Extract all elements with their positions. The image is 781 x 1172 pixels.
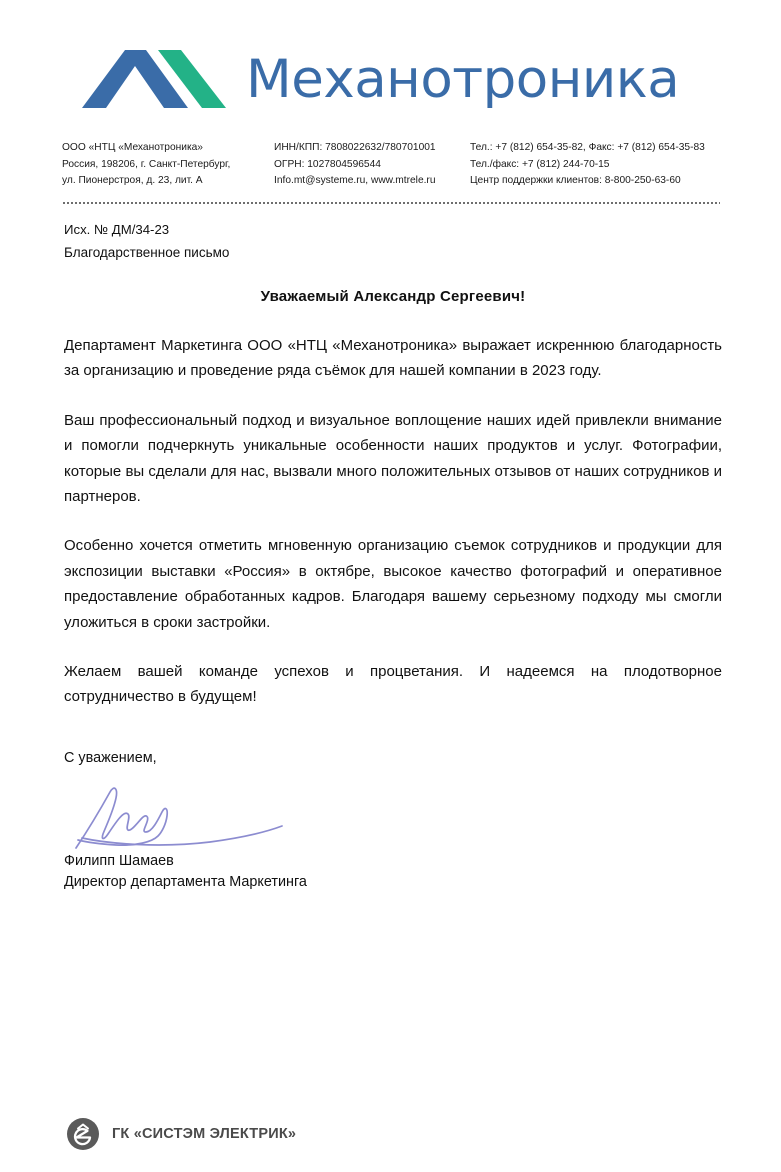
contact-line: Центр поддержки клиентов: 8-800-250-63-60 [470, 175, 681, 187]
contact-line: ИНН/КПП: 7808022632/780701001 [274, 142, 436, 153]
company-wordmark: Механотроника [246, 48, 680, 110]
signer-name: Филипп Шамаев [64, 853, 174, 869]
document-title: Благодарственное письмо [64, 245, 230, 260]
contact-line-email-web[interactable]: Info.mt@systeme.ru, www.mtrele.ru [274, 175, 436, 187]
letterhead [78, 44, 718, 114]
footer [66, 1117, 296, 1151]
handwritten-signature-icon [70, 786, 290, 852]
contact-column-company [62, 140, 274, 190]
contact-column-registration [274, 140, 470, 190]
contact-line: ОГРН: 1027804596544 [274, 158, 381, 170]
reference-number: Исх. № ДМ/34-23 [64, 222, 170, 237]
contact-line: Тел.: +7 (812) 654-35-82, Факс: +7 (812) 654-35-83 [470, 142, 705, 153]
signer-role: Директор департамента Маркетинга [64, 874, 307, 890]
body-paragraph: Ваш профессиональный подход и визуальное воплощение наших идей привлекли внимание и помогли подчеркнуть уникальные особенности наших продуктов и услуг. Фотографии, которые вы сделали для нас, вызвали много положительных отзывов от наших сотрудников и партнеров. [64, 411, 722, 506]
signer-block [64, 851, 307, 893]
letter-body [64, 288, 722, 710]
contact-line: Россия, 198206, г. Санкт-Петербург, [62, 158, 231, 170]
contact-line: Тел./факс: +7 (812) 244-70-15 [470, 158, 610, 170]
header-contact-band [62, 140, 722, 190]
contact-line: ООО «НТЦ «Механотроника» [62, 142, 203, 153]
mechanotronika-chevron-logo-icon [78, 48, 230, 110]
body-paragraph: Желаем вашей команде успехов и процветания. И надеемся на плодотворное сотрудничество в будущем! [64, 663, 722, 706]
contact-line: ул. Пионерстроя, д. 23, лит. А [62, 175, 203, 187]
body-paragraph: Департамент Маркетинга ООО «НТЦ «Механотроника» выражает искреннюю благодарность за организацию и проведение ряда съёмок для нашей компании в 2023 году. [64, 337, 722, 380]
contact-column-phones [470, 140, 722, 190]
salutation: Уважаемый Александр Сергеевич! [260, 288, 526, 305]
header-divider [62, 202, 720, 204]
closing-line: С уважением, [64, 750, 157, 766]
body-paragraph: Особенно хочется отметить мгновенную организацию съемок сотрудников и продукции для экспозиции выставки «Россия» в октябре, высокое качество фотографий и оперативное предоставление обработанных кадров. Благодаря вашему серьезному подходу мы смогли уложиться в сроки застройки. [64, 537, 722, 631]
systeme-electric-circle-logo-icon [66, 1117, 100, 1151]
footer-label: ГК «СИСТЭМ ЭЛЕКТРИК» [112, 1126, 297, 1142]
